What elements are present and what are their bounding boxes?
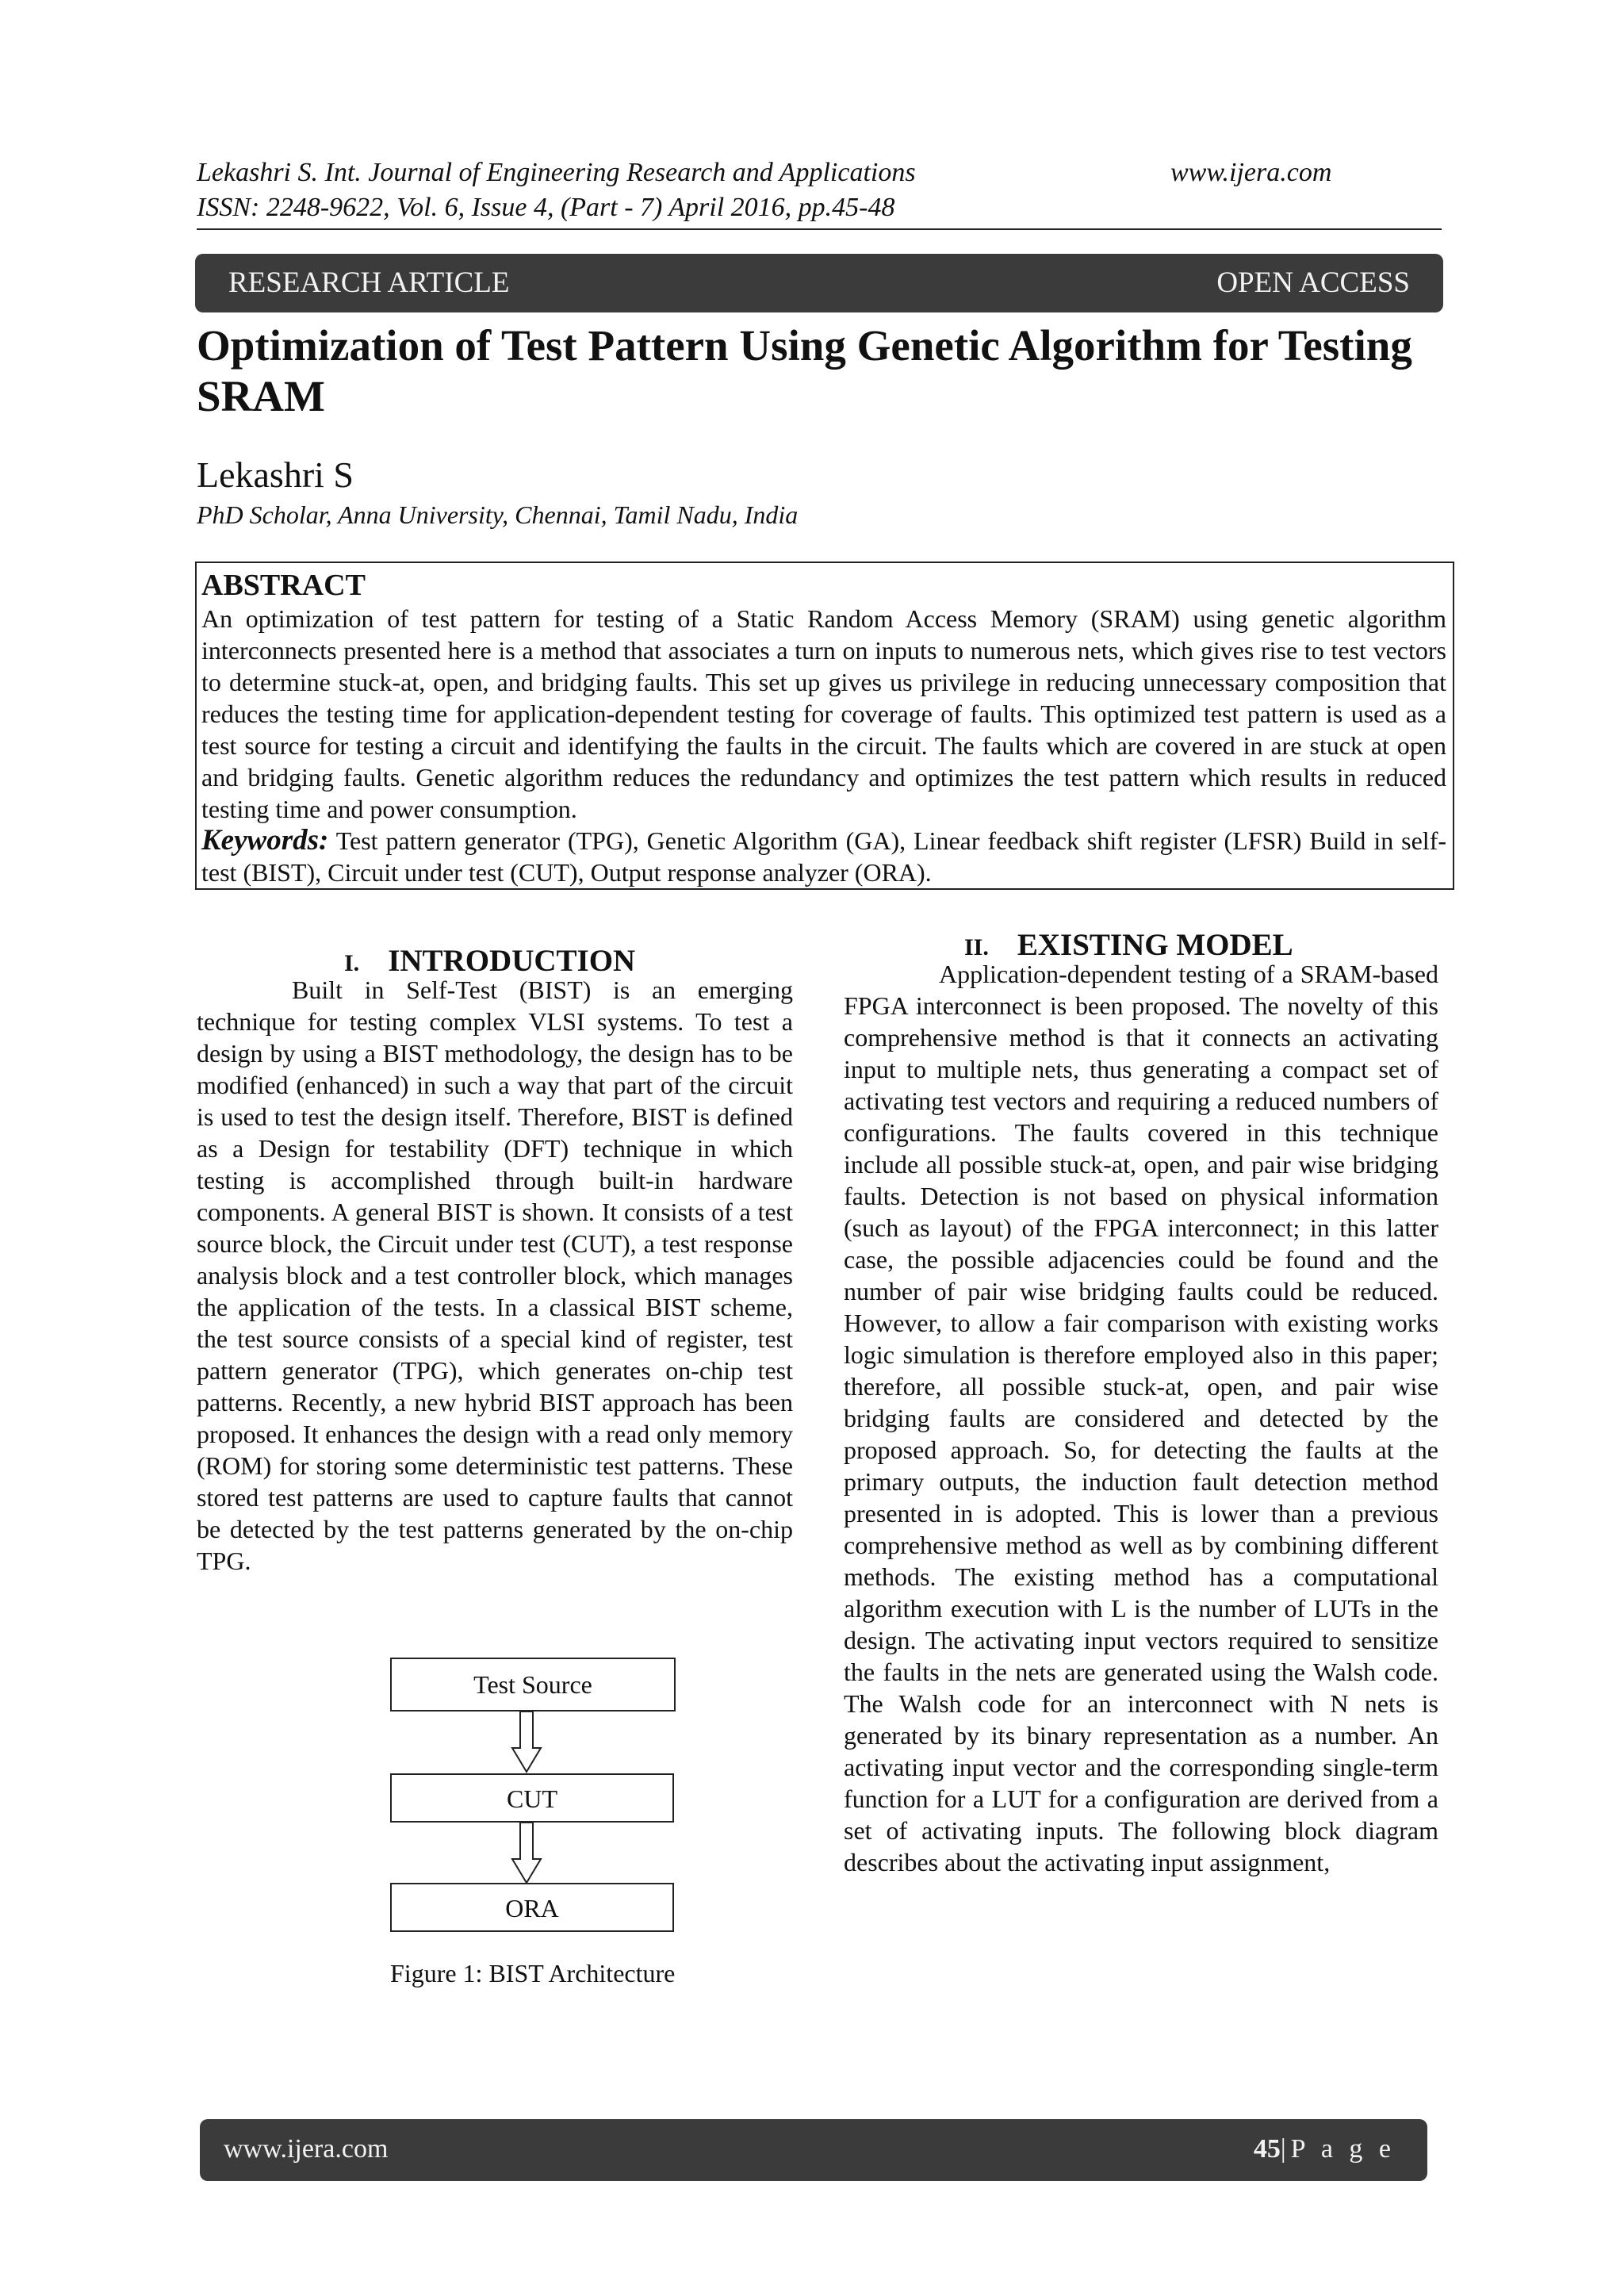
author-affiliation: PhD Scholar, Anna University, Chennai, Tamil Nadu, India [197, 500, 799, 529]
section-title: INTRODUCTION [388, 944, 636, 978]
page-label: |P a g e [1280, 2134, 1396, 2164]
figure-caption: Figure 1: BIST Architecture [390, 1959, 676, 1987]
ora-label: ORA [505, 1894, 559, 1922]
keywords-text: Test pattern generator (TPG), Genetic Algorithm (GA), Linear feedback shift register (LFSR) Build in self-test (BIST), Circuit under test (CUT), Output response analyzer (ORA). [201, 826, 1447, 887]
journal-citation-line-1: Lekashri S. Int. Journal of Engineering Research and Applications [197, 158, 916, 187]
keywords-line [201, 825, 1446, 888]
author-name: Lekashri S [197, 454, 354, 495]
page-footer [200, 2119, 1427, 2181]
keywords-label: Keywords: [201, 824, 329, 857]
ora-box [390, 1883, 674, 1932]
right-column [844, 958, 1438, 1878]
test-source-label: Test Source [473, 1670, 592, 1699]
journal-citation-line-2: ISSN: 2248-9622, Vol. 6, Issue 4, (Part - 7) April 2016, pp.45-48 [197, 193, 895, 222]
journal-website: www.ijera.com [1170, 158, 1332, 187]
down-arrow-icon [511, 1711, 542, 1773]
left-column [197, 974, 793, 1577]
page-number: 45 [1253, 2134, 1281, 2164]
section-title: EXISTING MODEL [1017, 928, 1293, 962]
article-type-banner [195, 254, 1443, 312]
page-indicator [1254, 2133, 1396, 2165]
introduction-paragraph: Built in Self-Test (BIST) is an emerging technique for testing complex VLSI systems. To test a design by using a BIST methodology, the design has to be modified (enhanced) in such a way that part of the circuit is used to test the design itself. Therefore, BIST is defined as a Design for testability (DFT) technique in which testing is accomplished through built-in hardware components. A general BIST is shown. It consists of a test source block, the Circuit under test (CUT), a test response analysis block and a test controller block, which manages the application of the tests. In a classical BIST scheme, the test source consists of a special kind of register, test pattern generator (TPG), which generates on-chip test patterns. Recently, a new hybrid BIST approach has been proposed. It enhances the design with a read only memory (ROM) for storing some deterministic test patterns. These stored test patterns are used to capture faults that cannot be detected by the test patterns generated by the on-chip TPG. [197, 976, 793, 1575]
existing-model-paragraph: Application-dependent testing of a SRAM-based FPGA interconnect is been proposed. The novelty of this comprehensive method is that it connects an activating input to multiple nets, thus generating a compact set of activating test vectors and requiring a reduced numbers of configurations. The faults covered in this technique include all possible stuck-at, open, and pair wise bridging faults. Detection is not based on physical information (such as layout) of the FPGA interconnect; in this latter case, the possible adjacencies could be found and the number of pair wise bridging faults could be reduced. However, to allow a fair comparison with existing works logic simulation is therefore employed also in this paper; therefore, all possible stuck-at, open, and pair wise bridging faults are considered and detected by the proposed approach. So, for detecting the faults at the primary outputs, the induction fault detection method presented in is adopted. This is lower than a previous comprehensive method as well as by combining different methods. The existing method has a computational algorithm execution with L is the number of LUTs in the design. The activating input vectors required to sensitize the faults in the nets are generated using the Walsh code. The Walsh code for an interconnect with N nets is generated by its binary representation as a number. An activating input vector and the corresponding single-term function for a LUT for a configuration are derived from a set of activating inputs. The following block diagram describes about the activating input assignment, [844, 960, 1438, 1876]
test-source-box [390, 1658, 676, 1711]
abstract-heading: ABSTRACT [201, 569, 366, 602]
section-number: I. [344, 950, 360, 976]
section-number: II. [964, 934, 989, 960]
abstract-box [195, 562, 1454, 890]
open-access-label: OPEN ACCESS [1216, 266, 1410, 299]
abstract-body: An optimization of test pattern for testing of a Static Random Access Memory (SRAM) using genetic algorithm interconnects presented here is a method that associates a turn on inputs to numerous nets, which gives rise to test vectors to determine stuck-at, open, and bridging faults. This set up gives us privilege in reducing unnecessary composition that reduces the testing time for application-dependent testing for coverage of faults. This optimized test pattern is used as a test source for testing a circuit and identifying the faults in the circuit. The faults which are covered in are stuck at open and bridging faults. Genetic algorithm reduces the redundancy and optimizes the test pattern which results in reduced testing time and power consumption. [201, 604, 1446, 823]
footer-website: www.ijera.com [224, 2134, 389, 2164]
down-arrow-icon [511, 1823, 542, 1884]
header-divider [197, 228, 1442, 230]
cut-box [390, 1773, 674, 1823]
research-article-label: RESEARCH ARTICLE [228, 266, 510, 299]
paper-title: Optimization of Test Pattern Using Genetic Algorithm for Testing SRAM [197, 321, 1412, 420]
cut-label: CUT [507, 1784, 557, 1813]
